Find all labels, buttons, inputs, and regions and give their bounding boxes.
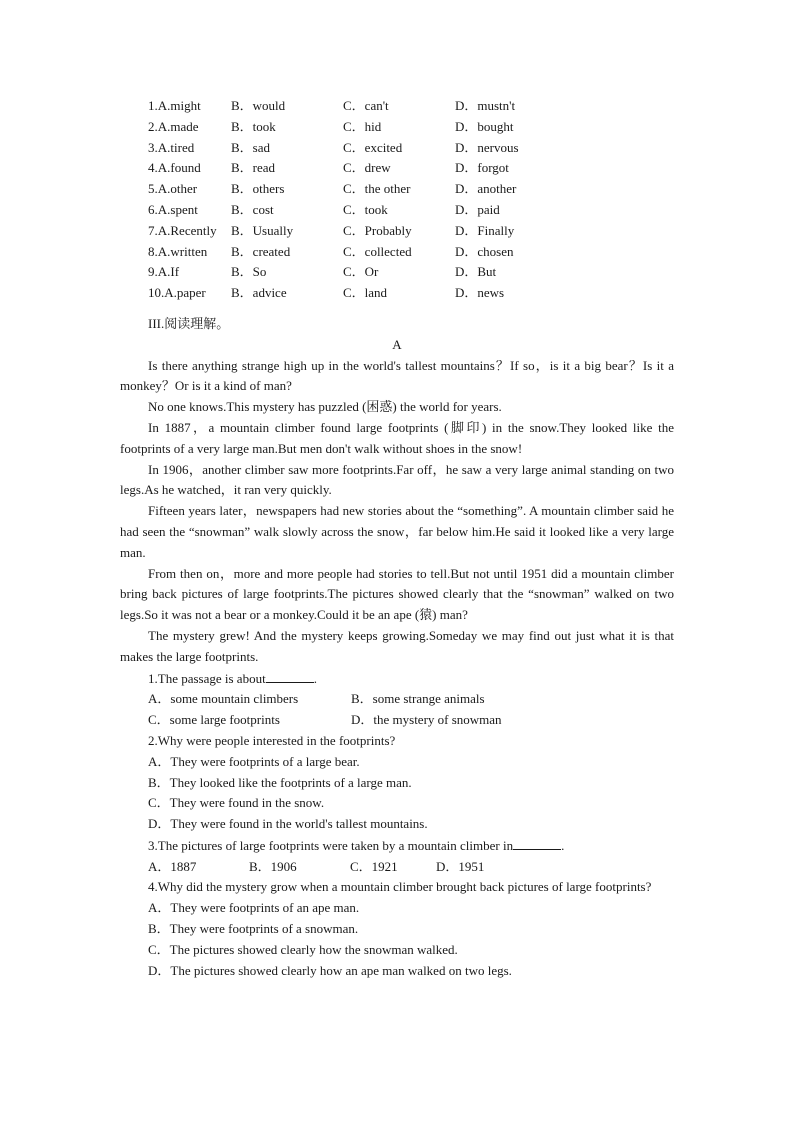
choice-d[interactable]: D．1951 bbox=[436, 858, 485, 874]
paragraph: From then on，more and more people had stories to tell.But not until 1951 did a mountain climber bring back pictures of large footprints.The pictures showed clearly that the “snowman” walked on two legs.So it was not a bear or a monkey.Could it be an ape (猿) man? bbox=[120, 565, 674, 623]
answer-blank[interactable] bbox=[513, 835, 561, 850]
choice-d[interactable]: D．They were found in the world's tallest mountains. bbox=[148, 816, 428, 832]
option-b: B．sad bbox=[231, 139, 271, 155]
choice-a[interactable]: A．They were footprints of a large bear. bbox=[148, 753, 360, 769]
option-c: C．excited bbox=[343, 139, 403, 155]
option-row bbox=[120, 117, 674, 138]
answer-blank[interactable] bbox=[266, 668, 314, 683]
paragraph: In 1906，another climber saw more footprints.Far off，he saw a very large animal standing on two legs.As he watched，it ran very quickly. bbox=[120, 461, 674, 498]
document-page bbox=[120, 96, 674, 981]
option-a: 9.A.If bbox=[148, 264, 180, 280]
option-c: C．land bbox=[343, 285, 388, 301]
choice-row bbox=[120, 857, 674, 878]
option-b: B．So bbox=[231, 264, 267, 280]
choice-a[interactable]: A．1887 bbox=[148, 858, 197, 874]
paragraph: No one knows.This mystery has puzzled (困惑) the world for years. bbox=[148, 399, 502, 415]
cloze-options bbox=[120, 96, 674, 304]
option-a: 2.A.made bbox=[148, 118, 199, 134]
option-c: C．the other bbox=[343, 181, 411, 197]
passage-label: A bbox=[392, 336, 402, 352]
question-3 bbox=[120, 835, 674, 878]
option-b: B．cost bbox=[231, 201, 274, 217]
option-c: C．Or bbox=[343, 264, 379, 280]
choice-a[interactable]: A．some mountain climbers bbox=[148, 691, 299, 707]
option-row bbox=[120, 179, 674, 200]
paragraph: Is there anything strange high up in the world's tallest mountains？If so，is it a big bear？Is it a monkey？Or is it a kind of man? bbox=[120, 357, 674, 394]
choice-b[interactable]: B．They were footprints of a snowman. bbox=[148, 921, 359, 937]
option-row bbox=[120, 200, 674, 221]
option-a: 8.A.written bbox=[148, 243, 208, 259]
choice-c[interactable]: C．1921 bbox=[350, 858, 398, 874]
option-a: 3.A.tired bbox=[148, 139, 195, 155]
option-b: B．took bbox=[231, 118, 276, 134]
option-d: D．mustn't bbox=[455, 98, 516, 113]
question-stem: 2.Why were people interested in the footprints? bbox=[148, 732, 396, 748]
choice-d[interactable]: D．the mystery of snowman bbox=[351, 712, 502, 728]
option-c: C．Probably bbox=[343, 222, 412, 238]
option-row bbox=[120, 221, 674, 242]
option-b: B．advice bbox=[231, 285, 287, 301]
option-b: B．read bbox=[231, 160, 276, 176]
option-c: C．collected bbox=[343, 243, 412, 259]
option-d: D．paid bbox=[455, 201, 500, 217]
option-a: 5.A.other bbox=[148, 181, 198, 197]
option-d: D．nervous bbox=[455, 139, 519, 155]
option-row bbox=[120, 138, 674, 159]
option-b: B．others bbox=[231, 181, 285, 197]
question-stem: 4.Why did the mystery grow when a mountain climber brought back pictures of large footprints? bbox=[148, 879, 652, 895]
option-a: 6.A.spent bbox=[148, 201, 198, 217]
choice-row bbox=[120, 710, 674, 731]
option-row bbox=[120, 262, 674, 283]
option-row bbox=[120, 283, 674, 304]
section-title: III.阅读理解。 bbox=[148, 315, 230, 331]
option-d: D．bought bbox=[455, 118, 514, 134]
question-stem: 3.The pictures of large footprints were taken by a mountain climber in . bbox=[120, 835, 674, 857]
question-1 bbox=[120, 668, 674, 731]
choice-d[interactable]: D．The pictures showed clearly how an ape man walked on two legs. bbox=[148, 962, 512, 978]
option-d: D．news bbox=[455, 285, 505, 301]
option-c: C．hid bbox=[343, 118, 382, 134]
choice-c[interactable]: C．some large footprints bbox=[148, 712, 280, 728]
option-c: C．took bbox=[343, 201, 388, 217]
option-a: 10.A.paper bbox=[148, 285, 206, 301]
passage-body bbox=[120, 356, 674, 668]
choice-c[interactable]: C．The pictures showed clearly how the snowman walked. bbox=[148, 941, 458, 957]
choice-row bbox=[120, 689, 674, 710]
option-d: D．another bbox=[455, 181, 517, 197]
option-row bbox=[120, 242, 674, 263]
option-d: D．forgot bbox=[455, 160, 509, 176]
option-a: 4.A.found bbox=[148, 160, 201, 176]
paragraph: Fifteen years later，newspapers had new stories about the “something”. A mountain climber said he had seen the “snowman” walk slowly across the snow，far below him.He said it looked like a very large man. bbox=[120, 503, 674, 560]
question-stem: 1.The passage is about . bbox=[120, 668, 674, 690]
choice-b[interactable]: B．some strange animals bbox=[351, 691, 485, 707]
option-row bbox=[120, 96, 674, 117]
question-2 bbox=[120, 731, 674, 835]
option-a: 1.A.might bbox=[148, 98, 201, 113]
option-b: B．would bbox=[231, 98, 286, 113]
option-c: C．can't bbox=[343, 98, 389, 113]
option-a: 7.A.Recently bbox=[148, 222, 217, 238]
choice-c[interactable]: C．They were found in the snow. bbox=[148, 795, 325, 811]
paragraph: In 1887，a mountain climber found large footprints (脚印) in the snow.They looked like the footprints of a very large man.But men don't walk without shoes in the snow! bbox=[120, 419, 674, 456]
choice-b[interactable]: B．They looked like the footprints of a large man. bbox=[148, 774, 412, 790]
option-b: B．created bbox=[231, 243, 291, 259]
option-d: D．chosen bbox=[455, 243, 514, 259]
choice-a[interactable]: A．They were footprints of an ape man. bbox=[148, 900, 360, 916]
option-d: D．Finally bbox=[455, 222, 515, 238]
paragraph: The mystery grew! And the mystery keeps growing.Someday we may find out just what it is that makes the large footprints. bbox=[120, 627, 674, 664]
option-c: C．drew bbox=[343, 160, 391, 176]
question-4 bbox=[120, 877, 674, 981]
option-row bbox=[120, 158, 674, 179]
option-b: B．Usually bbox=[231, 222, 294, 238]
option-d: D．But bbox=[455, 264, 497, 280]
choice-b[interactable]: B．1906 bbox=[249, 858, 297, 874]
